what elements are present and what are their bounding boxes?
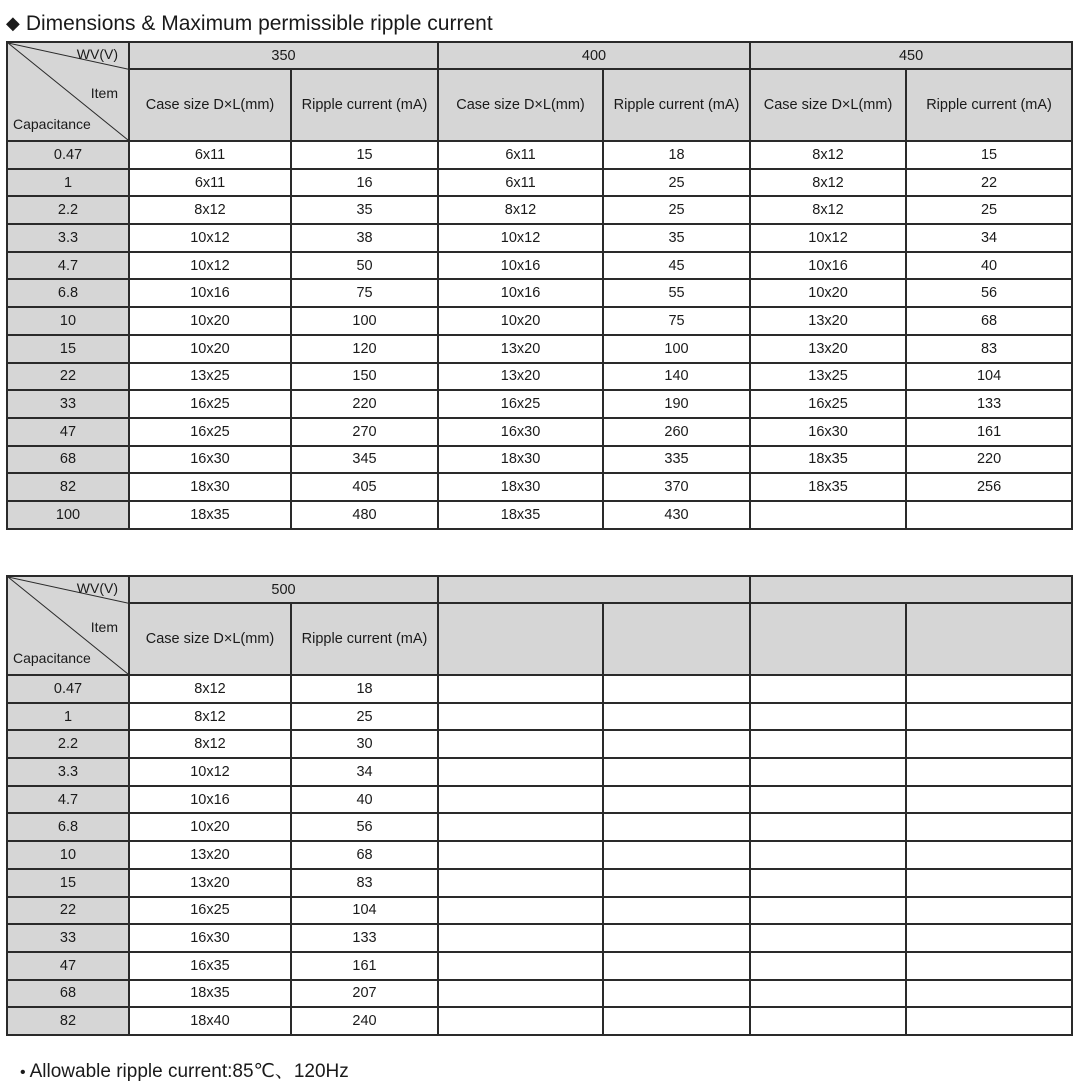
note-text: Allowable ripple current:85℃、120Hz bbox=[29, 1061, 349, 1082]
ripple-current-cell: 104 bbox=[291, 897, 438, 925]
case-size-cell bbox=[438, 869, 603, 897]
case-size-cell: 13x25 bbox=[129, 363, 291, 391]
ripple-current-cell bbox=[603, 758, 750, 786]
ripple-current-cell: 220 bbox=[291, 390, 438, 418]
table-row bbox=[7, 446, 1072, 474]
case-size-cell: 8x12 bbox=[129, 196, 291, 224]
voltage-header-empty bbox=[750, 576, 1072, 603]
ripple-current-cell: 18 bbox=[603, 141, 750, 169]
ripple-current-cell bbox=[906, 786, 1072, 814]
ripple-current-cell: 100 bbox=[603, 335, 750, 363]
ripple-current-cell bbox=[906, 897, 1072, 925]
case-size-cell: 16x25 bbox=[438, 390, 603, 418]
case-size-cell: 10x20 bbox=[750, 279, 906, 307]
capacitance-cell: 0.47 bbox=[7, 675, 129, 703]
ripple-current-cell bbox=[603, 924, 750, 952]
ripple-current-cell bbox=[906, 980, 1072, 1008]
voltage-header-350: 350 bbox=[129, 42, 438, 69]
table-row bbox=[7, 390, 1072, 418]
case-size-cell bbox=[750, 675, 906, 703]
header-corner-cell bbox=[7, 42, 129, 141]
ripple-current-cell bbox=[906, 675, 1072, 703]
ripple-current-cell: 260 bbox=[603, 418, 750, 446]
table-row bbox=[7, 141, 1072, 169]
ripple-current-cell: 56 bbox=[291, 813, 438, 841]
ripple-current-cell bbox=[603, 675, 750, 703]
ripple-current-cell: 240 bbox=[291, 1007, 438, 1035]
case-size-cell bbox=[438, 1007, 603, 1035]
ripple-current-cell: 370 bbox=[603, 473, 750, 501]
ripple-current-cell: 34 bbox=[291, 758, 438, 786]
spec-table-1 bbox=[6, 41, 1073, 530]
ripple-current-cell: 30 bbox=[291, 730, 438, 758]
capacitance-cell: 22 bbox=[7, 897, 129, 925]
case-size-cell: 18x35 bbox=[750, 446, 906, 474]
case-size-cell: 16x30 bbox=[129, 446, 291, 474]
wv-label: WV(V) bbox=[76, 580, 118, 596]
ripple-current-cell: 75 bbox=[603, 307, 750, 335]
ripple-current-cell: 133 bbox=[906, 390, 1072, 418]
spec-table-2 bbox=[6, 575, 1073, 1036]
ripple-current-cell bbox=[906, 813, 1072, 841]
capacitance-cell: 47 bbox=[7, 418, 129, 446]
ripple-current-cell: 220 bbox=[906, 446, 1072, 474]
table-row bbox=[7, 363, 1072, 391]
case-size-cell: 8x12 bbox=[129, 675, 291, 703]
case-size-cell bbox=[750, 1007, 906, 1035]
ripple-current-cell: 16 bbox=[291, 169, 438, 197]
capacitance-cell: 82 bbox=[7, 473, 129, 501]
table-row bbox=[7, 501, 1072, 529]
table-row bbox=[7, 169, 1072, 197]
capacitance-cell: 3.3 bbox=[7, 758, 129, 786]
col-header-empty bbox=[750, 603, 906, 675]
ripple-current-cell bbox=[603, 730, 750, 758]
ripple-current-cell bbox=[603, 813, 750, 841]
case-size-cell bbox=[438, 813, 603, 841]
ripple-current-cell: 83 bbox=[291, 869, 438, 897]
ripple-current-cell bbox=[603, 1007, 750, 1035]
ripple-current-cell bbox=[906, 1007, 1072, 1035]
wv-label: WV(V) bbox=[76, 46, 118, 62]
case-size-cell: 10x20 bbox=[129, 307, 291, 335]
capacitance-cell: 1 bbox=[7, 703, 129, 731]
ripple-current-cell: 55 bbox=[603, 279, 750, 307]
capacitance-cell: 22 bbox=[7, 363, 129, 391]
ripple-current-cell: 35 bbox=[603, 224, 750, 252]
case-size-cell: 8x12 bbox=[750, 169, 906, 197]
ripple-current-cell: 25 bbox=[603, 169, 750, 197]
capacitance-cell: 6.8 bbox=[7, 813, 129, 841]
case-size-cell: 13x20 bbox=[750, 307, 906, 335]
table-row bbox=[7, 730, 1072, 758]
case-size-cell: 6x11 bbox=[129, 141, 291, 169]
case-size-cell: 10x12 bbox=[129, 252, 291, 280]
col-header-empty bbox=[603, 603, 750, 675]
case-size-cell: 10x12 bbox=[750, 224, 906, 252]
ripple-current-cell: 25 bbox=[291, 703, 438, 731]
case-size-cell bbox=[750, 501, 906, 529]
col-header-ripple-current: Ripple current (mA) bbox=[291, 603, 438, 675]
case-size-cell: 18x40 bbox=[129, 1007, 291, 1035]
table-row bbox=[7, 703, 1072, 731]
case-size-cell bbox=[438, 730, 603, 758]
bullet-icon: • bbox=[20, 1064, 26, 1081]
capacitance-cell: 100 bbox=[7, 501, 129, 529]
ripple-current-cell bbox=[906, 758, 1072, 786]
case-size-cell: 8x12 bbox=[129, 703, 291, 731]
table-row bbox=[7, 758, 1072, 786]
capacitance-label: Capacitance bbox=[13, 650, 91, 666]
ripple-current-cell: 45 bbox=[603, 252, 750, 280]
ripple-current-cell: 256 bbox=[906, 473, 1072, 501]
ripple-current-cell: 133 bbox=[291, 924, 438, 952]
case-size-cell: 16x25 bbox=[129, 897, 291, 925]
col-header-ripple-current: Ripple current (mA) bbox=[906, 69, 1072, 141]
table-row bbox=[7, 924, 1072, 952]
case-size-cell bbox=[438, 758, 603, 786]
ripple-current-cell: 345 bbox=[291, 446, 438, 474]
ripple-current-cell: 50 bbox=[291, 252, 438, 280]
case-size-cell bbox=[750, 758, 906, 786]
ripple-current-cell: 18 bbox=[291, 675, 438, 703]
ripple-current-cell bbox=[906, 869, 1072, 897]
table-row bbox=[7, 418, 1072, 446]
case-size-cell: 16x30 bbox=[129, 924, 291, 952]
case-size-cell: 13x25 bbox=[750, 363, 906, 391]
table-row bbox=[7, 980, 1072, 1008]
case-size-cell: 13x20 bbox=[438, 363, 603, 391]
table-row bbox=[7, 224, 1072, 252]
case-size-cell bbox=[438, 980, 603, 1008]
case-size-cell: 10x16 bbox=[438, 252, 603, 280]
case-size-cell: 10x16 bbox=[438, 279, 603, 307]
case-size-cell: 10x16 bbox=[129, 786, 291, 814]
header-corner-cell bbox=[7, 576, 129, 675]
ripple-current-cell: 68 bbox=[291, 841, 438, 869]
table-row bbox=[7, 196, 1072, 224]
ripple-current-cell bbox=[603, 869, 750, 897]
col-header-ripple-current: Ripple current (mA) bbox=[291, 69, 438, 141]
col-header-case-size: Case size D×L(mm) bbox=[129, 603, 291, 675]
ripple-current-cell: 38 bbox=[291, 224, 438, 252]
ripple-current-cell: 56 bbox=[906, 279, 1072, 307]
ripple-current-cell: 161 bbox=[291, 952, 438, 980]
capacitance-cell: 15 bbox=[7, 335, 129, 363]
ripple-current-cell bbox=[906, 730, 1072, 758]
voltage-header-500: 500 bbox=[129, 576, 438, 603]
case-size-cell bbox=[750, 786, 906, 814]
capacitance-cell: 6.8 bbox=[7, 279, 129, 307]
case-size-cell: 18x35 bbox=[129, 980, 291, 1008]
capacitance-cell: 10 bbox=[7, 307, 129, 335]
case-size-cell bbox=[750, 869, 906, 897]
capacitance-cell: 0.47 bbox=[7, 141, 129, 169]
capacitance-cell: 3.3 bbox=[7, 224, 129, 252]
case-size-cell: 18x35 bbox=[750, 473, 906, 501]
ripple-current-cell: 25 bbox=[603, 196, 750, 224]
ripple-current-cell: 430 bbox=[603, 501, 750, 529]
ripple-current-cell: 68 bbox=[906, 307, 1072, 335]
ripple-current-cell bbox=[603, 952, 750, 980]
ripple-current-cell: 161 bbox=[906, 418, 1072, 446]
case-size-cell bbox=[750, 703, 906, 731]
table-row bbox=[7, 841, 1072, 869]
ripple-current-cell: 335 bbox=[603, 446, 750, 474]
ripple-current-cell bbox=[906, 841, 1072, 869]
capacitance-cell: 2.2 bbox=[7, 730, 129, 758]
case-size-cell: 6x11 bbox=[438, 141, 603, 169]
capacitance-cell: 68 bbox=[7, 446, 129, 474]
capacitance-cell: 15 bbox=[7, 869, 129, 897]
capacitance-cell: 4.7 bbox=[7, 786, 129, 814]
case-size-cell: 16x30 bbox=[438, 418, 603, 446]
case-size-cell: 10x16 bbox=[129, 279, 291, 307]
ripple-current-cell bbox=[603, 786, 750, 814]
case-size-cell: 16x25 bbox=[129, 390, 291, 418]
item-label: Item bbox=[90, 85, 118, 101]
case-size-cell bbox=[750, 924, 906, 952]
capacitance-label: Capacitance bbox=[13, 116, 91, 132]
case-size-cell: 6x11 bbox=[129, 169, 291, 197]
ripple-current-cell: 480 bbox=[291, 501, 438, 529]
capacitance-cell: 33 bbox=[7, 390, 129, 418]
ripple-current-cell: 100 bbox=[291, 307, 438, 335]
table-row bbox=[7, 1007, 1072, 1035]
ripple-current-cell bbox=[603, 841, 750, 869]
ripple-current-cell: 270 bbox=[291, 418, 438, 446]
table-row bbox=[7, 335, 1072, 363]
case-size-cell: 8x12 bbox=[750, 196, 906, 224]
case-size-cell bbox=[438, 675, 603, 703]
col-header-case-size: Case size D×L(mm) bbox=[129, 69, 291, 141]
ripple-current-cell bbox=[603, 980, 750, 1008]
ripple-current-cell: 35 bbox=[291, 196, 438, 224]
col-header-empty bbox=[906, 603, 1072, 675]
case-size-cell bbox=[750, 813, 906, 841]
table-row bbox=[7, 869, 1072, 897]
case-size-cell: 13x20 bbox=[438, 335, 603, 363]
table-row bbox=[7, 307, 1072, 335]
ripple-current-cell: 15 bbox=[906, 141, 1072, 169]
diamond-icon: ◆ bbox=[6, 13, 20, 33]
capacitance-cell: 33 bbox=[7, 924, 129, 952]
capacitance-cell: 4.7 bbox=[7, 252, 129, 280]
case-size-cell bbox=[438, 952, 603, 980]
case-size-cell: 10x20 bbox=[129, 335, 291, 363]
case-size-cell: 18x35 bbox=[438, 501, 603, 529]
case-size-cell: 18x30 bbox=[438, 446, 603, 474]
item-label: Item bbox=[90, 619, 118, 635]
voltage-header-400: 400 bbox=[438, 42, 750, 69]
ripple-current-cell: 120 bbox=[291, 335, 438, 363]
case-size-cell bbox=[750, 730, 906, 758]
col-header-empty bbox=[438, 603, 603, 675]
case-size-cell: 10x12 bbox=[438, 224, 603, 252]
case-size-cell: 13x20 bbox=[750, 335, 906, 363]
case-size-cell: 8x12 bbox=[438, 196, 603, 224]
case-size-cell: 13x20 bbox=[129, 869, 291, 897]
case-size-cell: 18x30 bbox=[129, 473, 291, 501]
ripple-current-cell: 150 bbox=[291, 363, 438, 391]
ripple-current-cell bbox=[603, 897, 750, 925]
case-size-cell: 13x20 bbox=[129, 841, 291, 869]
case-size-cell: 10x16 bbox=[750, 252, 906, 280]
ripple-current-cell bbox=[906, 501, 1072, 529]
capacitance-cell: 1 bbox=[7, 169, 129, 197]
table-row bbox=[7, 675, 1072, 703]
case-size-cell bbox=[438, 924, 603, 952]
ripple-current-cell: 207 bbox=[291, 980, 438, 1008]
col-header-case-size: Case size D×L(mm) bbox=[750, 69, 906, 141]
case-size-cell bbox=[438, 841, 603, 869]
case-size-cell: 10x20 bbox=[438, 307, 603, 335]
case-size-cell: 16x25 bbox=[129, 418, 291, 446]
case-size-cell bbox=[438, 897, 603, 925]
case-size-cell: 8x12 bbox=[129, 730, 291, 758]
col-header-case-size: Case size D×L(mm) bbox=[438, 69, 603, 141]
case-size-cell: 16x25 bbox=[750, 390, 906, 418]
case-size-cell: 10x12 bbox=[129, 758, 291, 786]
case-size-cell bbox=[750, 897, 906, 925]
table-row bbox=[7, 786, 1072, 814]
ripple-current-cell: 75 bbox=[291, 279, 438, 307]
case-size-cell bbox=[750, 841, 906, 869]
col-header-ripple-current: Ripple current (mA) bbox=[603, 69, 750, 141]
case-size-cell: 18x35 bbox=[129, 501, 291, 529]
ripple-current-cell: 40 bbox=[291, 786, 438, 814]
case-size-cell: 16x35 bbox=[129, 952, 291, 980]
ripple-current-cell: 15 bbox=[291, 141, 438, 169]
ripple-current-cell: 405 bbox=[291, 473, 438, 501]
case-size-cell bbox=[750, 980, 906, 1008]
ripple-current-note bbox=[20, 1056, 349, 1083]
ripple-current-cell: 83 bbox=[906, 335, 1072, 363]
table-row bbox=[7, 897, 1072, 925]
table-row bbox=[7, 279, 1072, 307]
capacitance-cell: 68 bbox=[7, 980, 129, 1008]
ripple-current-cell: 104 bbox=[906, 363, 1072, 391]
ripple-current-cell: 40 bbox=[906, 252, 1072, 280]
case-size-cell: 18x30 bbox=[438, 473, 603, 501]
voltage-header-450: 450 bbox=[750, 42, 1072, 69]
ripple-current-cell bbox=[906, 703, 1072, 731]
case-size-cell: 10x12 bbox=[129, 224, 291, 252]
capacitance-cell: 82 bbox=[7, 1007, 129, 1035]
ripple-current-cell: 140 bbox=[603, 363, 750, 391]
table-row bbox=[7, 252, 1072, 280]
ripple-current-cell bbox=[603, 703, 750, 731]
capacitance-cell: 10 bbox=[7, 841, 129, 869]
capacitance-cell: 2.2 bbox=[7, 196, 129, 224]
ripple-current-cell: 34 bbox=[906, 224, 1072, 252]
table-row bbox=[7, 473, 1072, 501]
ripple-current-cell bbox=[906, 952, 1072, 980]
case-size-cell: 8x12 bbox=[750, 141, 906, 169]
title-text: Dimensions & Maximum permissible ripple current bbox=[25, 12, 493, 35]
capacitance-cell: 47 bbox=[7, 952, 129, 980]
voltage-header-empty bbox=[438, 576, 750, 603]
case-size-cell: 16x30 bbox=[750, 418, 906, 446]
ripple-current-cell bbox=[906, 924, 1072, 952]
table-row bbox=[7, 813, 1072, 841]
case-size-cell: 10x20 bbox=[129, 813, 291, 841]
page-title bbox=[6, 10, 493, 38]
ripple-current-cell: 190 bbox=[603, 390, 750, 418]
ripple-current-cell: 22 bbox=[906, 169, 1072, 197]
case-size-cell bbox=[438, 786, 603, 814]
case-size-cell bbox=[750, 952, 906, 980]
table-row bbox=[7, 952, 1072, 980]
case-size-cell bbox=[438, 703, 603, 731]
ripple-current-cell: 25 bbox=[906, 196, 1072, 224]
case-size-cell: 6x11 bbox=[438, 169, 603, 197]
